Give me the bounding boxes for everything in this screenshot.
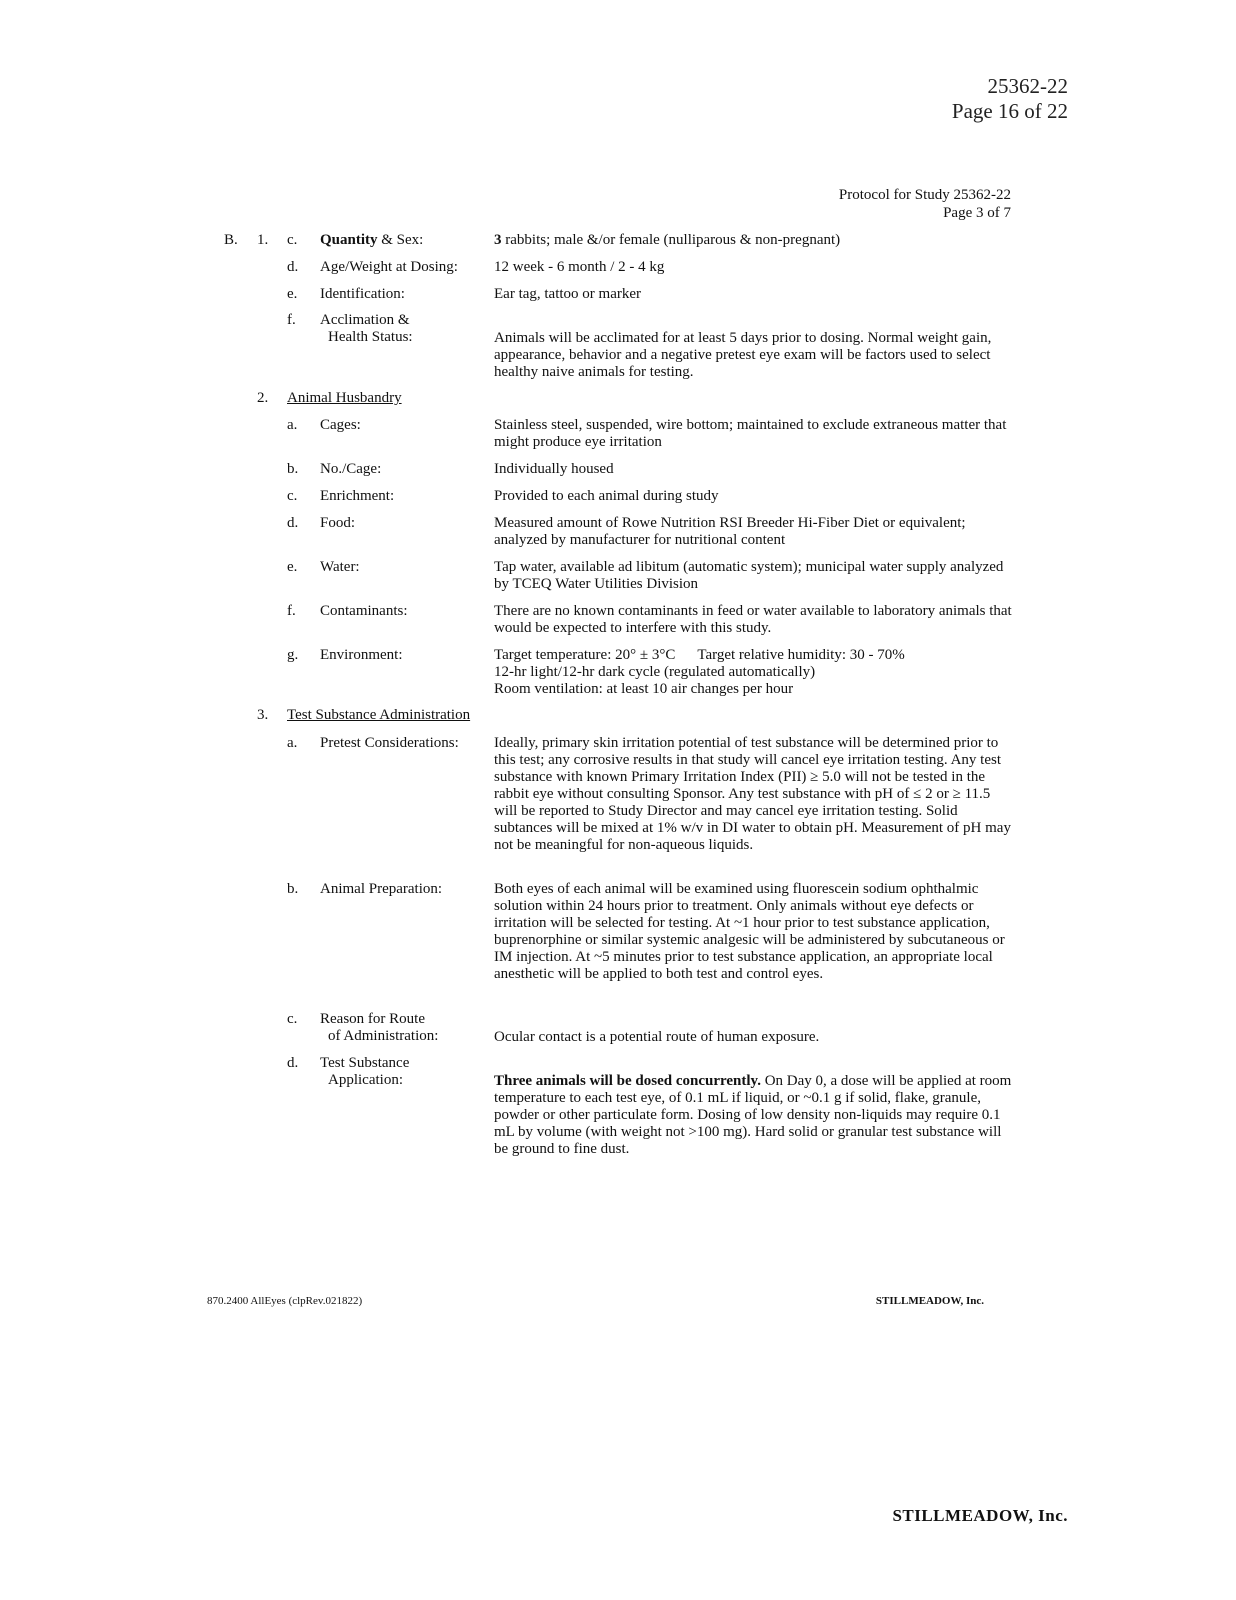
contaminants-label: Contaminants: bbox=[320, 603, 408, 619]
item-number-3: 3. bbox=[257, 707, 269, 723]
item-letter: f. bbox=[287, 312, 296, 328]
item-letter: c. bbox=[287, 1011, 298, 1027]
label-line-1: Reason for Route bbox=[320, 1011, 425, 1027]
item-letter: b. bbox=[287, 881, 299, 897]
label-bold: Quantity bbox=[320, 232, 378, 248]
cages-label: Cages: bbox=[320, 417, 361, 433]
route-reason-value: Ocular contact is a potential route of human exposure. bbox=[494, 1029, 820, 1045]
protocol-title: Protocol for Study 25362-22 bbox=[838, 187, 1011, 203]
item-letter: f. bbox=[287, 603, 296, 619]
animal-husbandry-heading: Animal Husbandry bbox=[287, 390, 402, 406]
age-weight-value: 12 week - 6 month / 2 - 4 kg bbox=[494, 259, 665, 275]
company-name: STILLMEADOW, Inc. bbox=[892, 1506, 1068, 1525]
label-line-2: of Administration: bbox=[328, 1028, 439, 1044]
protocol-page: Page 3 of 7 bbox=[943, 205, 1011, 221]
no-cage-value: Individually housed bbox=[494, 461, 614, 477]
cages-value: Stainless steel, suspended, wire bottom; maintained to exclude extraneous matter that might produce eye irritation bbox=[494, 417, 1007, 450]
test-substance-application-label bbox=[320, 1055, 409, 1089]
animal-preparation-label: Animal Preparation: bbox=[320, 881, 443, 897]
identification-label: Identification: bbox=[320, 286, 405, 302]
quantity-sex-label bbox=[320, 232, 423, 249]
item-letter: d. bbox=[287, 1055, 299, 1071]
age-weight-label: Age/Weight at Dosing: bbox=[320, 259, 458, 275]
item-letter: g. bbox=[287, 647, 299, 663]
environment-line-2: 12-hr light/12-hr dark cycle (regulated automatically) bbox=[494, 664, 816, 680]
label-line-1: Test Substance bbox=[320, 1055, 410, 1071]
label-rest: & Sex: bbox=[377, 232, 424, 248]
item-letter: d. bbox=[287, 259, 299, 275]
environment-value bbox=[494, 647, 1014, 698]
water-value: Tap water, available ad libitum (automatic system); municipal water supply analyzed by TCEQ Water Utilities Division bbox=[494, 559, 1004, 592]
contaminants-value: There are no known contaminants in feed or water available to laboratory animals that would be expected to interfere with this study. bbox=[494, 603, 1012, 636]
environment-line-3: Room ventilation: at least 10 air changes per hour bbox=[494, 681, 794, 697]
target-temperature: Target temperature: 20° ± 3°C bbox=[494, 647, 676, 663]
test-substance-administration-heading: Test Substance Administration bbox=[287, 707, 471, 723]
no-cage-label: No./Cage: bbox=[320, 461, 382, 477]
value-bold: 3 bbox=[494, 232, 502, 248]
item-letter: b. bbox=[287, 461, 299, 477]
item-letter: a. bbox=[287, 735, 298, 751]
food-label: Food: bbox=[320, 515, 356, 531]
quantity-sex-value bbox=[494, 232, 1014, 249]
item-letter: e. bbox=[287, 559, 298, 575]
value-rest: On Day 0, a dose will be applied at room temperature to each test eye, of 0.1 mL if liquid, or ~0.1 g if solid, flake, granule, powder or other particulate form. Dosing of low density non-liquids may require 0.1 mL by volume (with weight not >100 mg). Hard solid or granular test substance will be ground to fine dust. bbox=[494, 1073, 1012, 1157]
item-letter: e. bbox=[287, 286, 298, 302]
route-reason-label bbox=[320, 1011, 438, 1045]
pretest-considerations-label: Pretest Considerations: bbox=[320, 735, 459, 751]
value-bold: Three animals will be dosed concurrently. bbox=[494, 1073, 761, 1089]
water-label: Water: bbox=[320, 559, 360, 575]
item-letter: a. bbox=[287, 417, 298, 433]
food-value: Measured amount of Rowe Nutrition RSI Breeder Hi-Fiber Diet or equivalent; analyzed by manufacturer for nutritional content bbox=[494, 515, 966, 548]
target-humidity: Target relative humidity: 30 - 70% bbox=[697, 647, 905, 663]
page-number: Page 16 of 22 bbox=[951, 99, 1068, 123]
footer-form-id: 870.2400 AllEyes (clpRev.021822) bbox=[207, 1295, 363, 1307]
footer-company: STILLMEADOW, Inc. bbox=[875, 1295, 984, 1307]
environment-line-1 bbox=[494, 647, 1014, 664]
value-rest: rabbits; male &/or female (nulliparous & non-pregnant) bbox=[501, 232, 841, 248]
pretest-considerations-value: Ideally, primary skin irritation potential of test substance will be determined prior to this test; any corrosive results in that study will cancel eye irritation testing. Any test substance with known Primary Irritation Index (PII) ≥ 5.0 will not be tested in the rabbit eye without consulting Sponsor. Any test substance with pH of ≤ 2 or ≥ 11.5 will be reported to Study Director and may cancel eye irritation testing. Solid subtances will be mixed at 1% w/v in DI water to obtain pH. Measurement of pH may not be meaningful for non-aqueous liquids. bbox=[494, 735, 1011, 853]
enrichment-label: Enrichment: bbox=[320, 488, 395, 504]
label-line-1: Acclimation & bbox=[320, 312, 410, 328]
item-letter: d. bbox=[287, 515, 299, 531]
test-substance-application-value bbox=[494, 1073, 1014, 1158]
acclimation-label bbox=[320, 312, 413, 346]
item-number-2: 2. bbox=[257, 390, 269, 406]
label-line-2: Health Status: bbox=[328, 329, 413, 345]
acclimation-value: Animals will be acclimated for at least 5 days prior to dosing. Normal weight gain, appearance, behavior and a negative pretest eye exam will be factors used to select healthy naive animals for testing. bbox=[494, 330, 992, 380]
item-letter: c. bbox=[287, 488, 298, 504]
animal-preparation-value: Both eyes of each animal will be examined using fluorescein sodium ophthalmic solution within 24 hours prior to treatment. Only animals without eye defects or irritation will be selected for testing. At ~1 hour prior to test substance application, buprenorphine or similar systemic analgesic will be administered by subcutaneous or IM injection. At ~5 minutes prior to test substance application, an appropriate local anesthetic will be applied to both test and control eyes. bbox=[494, 881, 1005, 982]
item-letter: c. bbox=[287, 232, 298, 248]
identification-value: Ear tag, tattoo or marker bbox=[494, 286, 642, 302]
environment-label: Environment: bbox=[320, 647, 403, 663]
enrichment-value: Provided to each animal during study bbox=[494, 488, 719, 504]
item-number-1: 1. bbox=[257, 232, 269, 248]
label-line-2: Application: bbox=[328, 1072, 403, 1088]
document-id: 25362-22 bbox=[987, 74, 1068, 98]
section-label: B. bbox=[224, 232, 238, 248]
